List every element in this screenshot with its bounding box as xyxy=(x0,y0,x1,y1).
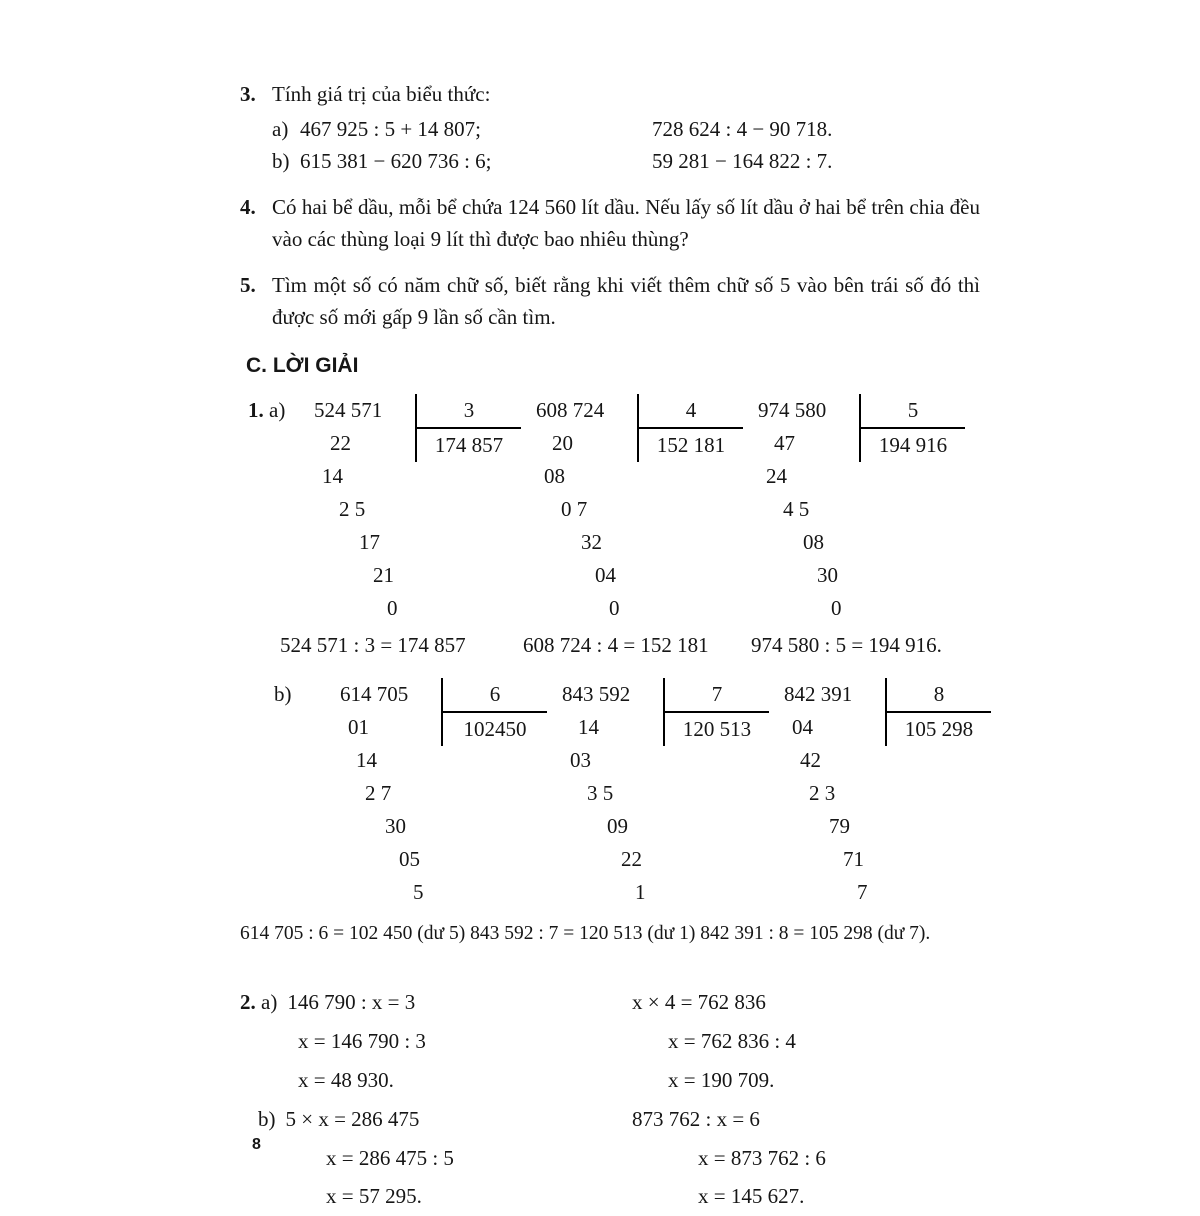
division-step: 14 xyxy=(322,464,343,489)
division-step: 21 xyxy=(373,563,394,588)
solution-1b-sublabel: b) xyxy=(274,681,292,706)
division-step: 08 xyxy=(803,530,824,555)
equation: x = 762 836 : 4 xyxy=(668,1028,796,1053)
division-column xyxy=(784,678,1006,909)
division-step: 20 xyxy=(552,431,573,456)
divisor: 5 xyxy=(861,394,965,429)
equation: x = 48 930. xyxy=(298,1067,394,1092)
division-step: 5 xyxy=(413,879,424,904)
divisions-b xyxy=(340,678,1006,909)
division-bracket xyxy=(637,394,743,462)
division-step: 2 7 xyxy=(365,780,392,805)
quotient: 152 181 xyxy=(656,433,726,458)
division-step: 0 xyxy=(387,596,398,621)
division-column xyxy=(562,678,784,909)
division-working xyxy=(340,678,432,909)
divisor: 6 xyxy=(443,678,547,713)
division-step: 0 7 xyxy=(561,497,588,522)
solution-2b-first-line xyxy=(240,1100,632,1139)
quotient: 105 298 xyxy=(904,716,974,741)
problem-4 xyxy=(240,191,980,256)
division-working xyxy=(562,678,654,909)
solution-2-right-column xyxy=(632,983,826,1216)
expression-b-right: 59 281 − 164 822 : 7. xyxy=(652,149,833,174)
problem-4-text: Có hai bể dầu, mỗi bể chứa 124 560 lít dầu. Nếu lấy số lít dầu ở hai bể trên chia đều vào các thùng loại 9 lít thì được bao nhiêu thùng? xyxy=(272,194,980,252)
division-column xyxy=(314,394,536,625)
equation: 608 724 : 4 = 152 181 xyxy=(523,633,709,658)
division-step: 30 xyxy=(817,563,838,588)
problem-3-number: 3. xyxy=(240,82,256,106)
problem-3-title: Tính giá trị của biểu thức: xyxy=(272,82,491,106)
division-step: 03 xyxy=(570,747,591,772)
division-column xyxy=(758,394,980,625)
division-bracket xyxy=(441,678,547,746)
dividend: 843 592 xyxy=(562,681,631,706)
solution-1a-sublabel: a) xyxy=(269,398,286,423)
solution-1a-label xyxy=(240,394,314,427)
division-step: 22 xyxy=(621,846,642,871)
quotient: 102450 xyxy=(463,716,527,741)
solution-1-number: 1. xyxy=(248,398,264,423)
division-step: 0 xyxy=(609,596,620,621)
division-column xyxy=(536,394,758,625)
equation: x = 145 627. xyxy=(698,1184,805,1209)
page-number: 8 xyxy=(252,1136,261,1153)
division-step: 08 xyxy=(544,464,565,489)
division-step: 04 xyxy=(595,563,616,588)
equations-b: 614 705 : 6 = 102 450 (dư 5) 843 592 : 7 = 120 513 (dư 1) 842 391 : 8 = 105 298 (dư 7). xyxy=(240,922,931,944)
expression-row-a xyxy=(272,113,980,146)
equation: x = 146 790 : 3 xyxy=(298,1028,426,1053)
long-division-524571 xyxy=(314,394,536,625)
solution-heading: C. LỜI GIẢI xyxy=(246,353,359,377)
long-division-842391 xyxy=(784,678,1006,909)
division-step: 42 xyxy=(800,747,821,772)
equation: 974 580 : 5 = 194 916. xyxy=(751,633,942,658)
equation: x = 286 475 : 5 xyxy=(326,1145,454,1170)
equation: x × 4 = 762 836 xyxy=(632,990,766,1015)
long-division-614705 xyxy=(340,678,562,909)
solution-2 xyxy=(240,983,980,1216)
division-step: 4 5 xyxy=(783,497,810,522)
division-step: 05 xyxy=(399,846,420,871)
division-step: 1 xyxy=(635,879,646,904)
equations-a xyxy=(280,629,980,662)
problem-3-body xyxy=(272,78,980,178)
problem-5-number: 5. xyxy=(240,272,256,297)
dividend: 842 391 xyxy=(784,681,853,706)
division-column xyxy=(340,678,562,909)
expression-b-left: 615 381 − 620 736 : 6; xyxy=(300,149,492,174)
book-page xyxy=(240,78,980,1216)
problem-5-text: Tìm một số có năm chữ số, biết rằng khi viết thêm chữ số 5 vào bên trái số đó thì được số mới gấp 9 lần số cần tìm. xyxy=(272,272,980,330)
dividend: 614 705 xyxy=(340,681,409,706)
division-bracket xyxy=(415,394,521,462)
equation: 873 762 : x = 6 xyxy=(632,1106,760,1131)
dividend: 524 571 xyxy=(314,398,383,423)
equation: x = 190 709. xyxy=(668,1067,775,1092)
expression-row-b xyxy=(272,145,980,178)
solution-2-left-column xyxy=(240,983,632,1216)
equation: 146 790 : x = 3 xyxy=(287,990,416,1015)
division-step: 04 xyxy=(792,714,813,739)
equation: 5 × x = 286 475 xyxy=(285,1106,420,1131)
solution-1b-row xyxy=(240,678,980,909)
division-working xyxy=(536,394,628,625)
divisor: 3 xyxy=(417,394,521,429)
equation: x = 57 295. xyxy=(326,1184,422,1209)
dividend: 608 724 xyxy=(536,398,605,423)
division-step: 17 xyxy=(359,530,380,555)
item-a-label: a) xyxy=(272,116,289,141)
division-bracket xyxy=(663,678,769,746)
division-step: 22 xyxy=(330,431,351,456)
division-working xyxy=(314,394,406,625)
long-division-974580 xyxy=(758,394,980,625)
division-step: 0 xyxy=(831,596,842,621)
division-bracket xyxy=(885,678,991,746)
quotient: 194 916 xyxy=(878,433,948,458)
division-step: 14 xyxy=(578,714,599,739)
division-step: 14 xyxy=(356,747,377,772)
divisor: 4 xyxy=(639,394,743,429)
division-step: 30 xyxy=(385,813,406,838)
solution-2-number: 2. xyxy=(240,990,256,1015)
divisions-a xyxy=(314,394,980,625)
problem-3 xyxy=(240,78,980,178)
equation: x = 873 762 : 6 xyxy=(698,1145,826,1170)
division-working xyxy=(758,394,850,625)
division-step: 32 xyxy=(581,530,602,555)
division-step: 24 xyxy=(766,464,787,489)
division-bracket xyxy=(859,394,965,462)
expression-a-right: 728 624 : 4 − 90 718. xyxy=(652,116,833,141)
division-step: 7 xyxy=(857,879,868,904)
division-step: 2 3 xyxy=(809,780,836,805)
division-step: 09 xyxy=(607,813,628,838)
solution-2a-label: a) xyxy=(261,990,278,1015)
divisor: 7 xyxy=(665,678,769,713)
divisor: 8 xyxy=(887,678,991,713)
item-b-label: b) xyxy=(272,149,290,174)
division-step: 71 xyxy=(843,846,864,871)
division-step: 79 xyxy=(829,813,850,838)
division-step: 47 xyxy=(774,431,795,456)
dividend: 974 580 xyxy=(758,398,827,423)
problem-5 xyxy=(240,269,980,334)
solution-2a-first-line xyxy=(240,983,632,1022)
solution-1b-label xyxy=(240,678,340,711)
quotient: 174 857 xyxy=(434,433,504,458)
division-working xyxy=(784,678,876,909)
solution-2b-label: b) xyxy=(258,1106,276,1131)
long-division-843592 xyxy=(562,678,784,909)
division-step: 2 5 xyxy=(339,497,366,522)
problem-4-number: 4. xyxy=(240,194,256,219)
division-step: 01 xyxy=(348,714,369,739)
long-division-608724 xyxy=(536,394,758,625)
quotient: 120 513 xyxy=(682,716,752,741)
expression-a-left: 467 925 : 5 + 14 807; xyxy=(300,116,482,141)
equation: 524 571 : 3 = 174 857 xyxy=(280,633,466,658)
division-step: 3 5 xyxy=(587,780,614,805)
solution-1a-row xyxy=(240,394,980,625)
